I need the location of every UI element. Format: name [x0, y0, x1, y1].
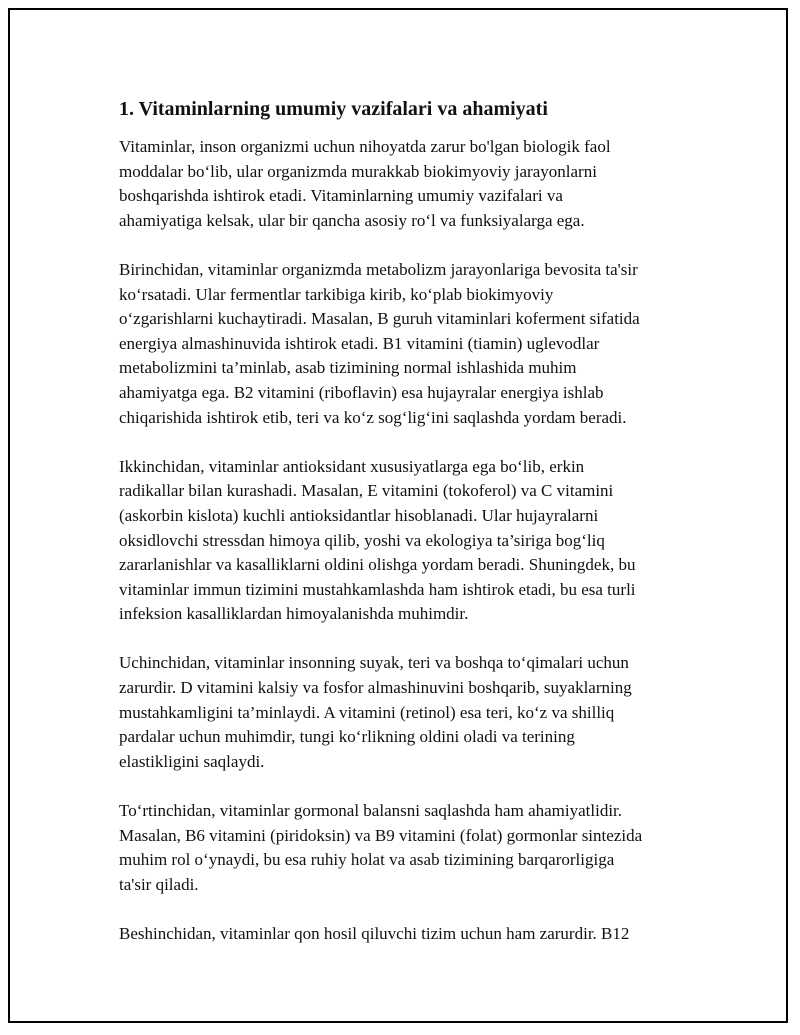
- paragraph-first: Birinchidan, vitaminlar organizmda metabolizm jarayonlariga bevosita ta'sir ko‘rsatadi. Ular fermentlar tarkibiga kirib, ko‘plab biokimyoviy o‘zgarishlarni kuchaytiradi. Masalan, B guruh vitaminlari koferment sifatida energiya almashinuvida ishtirok etadi. B1 vitamini (tiamin) uglevodlar metabolizmini ta’minlab, asab tizimining normal ishlashida muhim ahamiyatga ega. B2 vitamini (riboflavin) esa hujayralar energiya ishlab chiqarishida ishtirok etib, teri va ko‘z sog‘lig‘ini saqlashda yordam beradi.: [119, 259, 640, 427]
- paragraph-second: Ikkinchidan, vitaminlar antioksidant xususiyatlarga ega bo‘lib, erkin radikallar bilan kurashadi. Masalan, E vitamini (tokoferol) va C vitamini (askorbin kislota) kuchli antioksidantlar hisoblanadi. Ular hujayralarni oksidlovchi stressdan himoya qilib, yoshi va ekologiya ta’siriga bog‘liq zararlanishlar va kasalliklarni oldini olishga yordam beradi. Shuningdek, bu vitaminlar immun tizimini mustahkamlashda ham ishtirok etadi, bu esa turli infeksion kasalliklardan himoyalanishda muhimdir.: [119, 456, 636, 624]
- paragraph-fifth: Beshinchidan, vitaminlar qon hosil qiluvchi tizim uchun ham zarurdir. B12: [119, 924, 630, 943]
- page-frame: [8, 8, 788, 1023]
- section-heading: 1. Vitaminlarning umumiy vazifalari va ahamiyati: [119, 98, 548, 120]
- document-body: [119, 95, 699, 971]
- paragraph-intro: Vitaminlar, inson organizmi uchun nihoyatda zarur bo'lgan biologik faol moddalar bo‘lib, ular organizmda murakkab biokimyoviy jarayonlarni boshqarishda ishtirok etadi. Vitaminlarning umumiy vazifalari va ahamiyatiga kelsak, ular bir qancha asosiy ro‘l va funksiyalarga ega.: [119, 137, 611, 230]
- paragraph-third: Uchinchidan, vitaminlar insonning suyak, teri va boshqa to‘qimalari uchun zarurdir. D vitamini kalsiy va fosfor almashinuvini boshqarib, suyaklarning mustahkamligini ta’minlaydi. A vitamini (retinol) esa teri, ko‘z va shilliq pardalar uchun muhimdir, tungi ko‘rlikning oldini oladi va terining elastikligini saqlaydi.: [119, 653, 632, 771]
- paragraph-fourth: To‘rtinchidan, vitaminlar gormonal balansni saqlashda ham ahamiyatlidir. Masalan, B6 vitamini (piridoksin) va B9 vitamini (folat) gormonlar sintezida muhim rol o‘ynaydi, bu esa ruhiy holat va asab tizimining barqarorligiga ta'sir qiladi.: [119, 801, 643, 894]
